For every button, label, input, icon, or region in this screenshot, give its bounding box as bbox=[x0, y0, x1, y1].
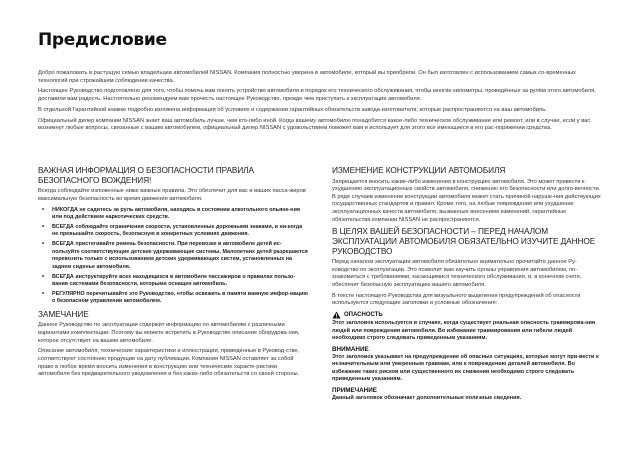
bullet-icon: • bbox=[42, 273, 45, 280]
list-item bbox=[38, 224, 308, 239]
list-item-text: НИКОГДА не садитесь за руль автомобиля, находясь в состоянии алкогольного опьяне-ния или под действием наркотических средств. bbox=[52, 206, 301, 220]
read-manual-text: Перед началом эксплуатации автомобиля обязательно внимательно прочитайте данное Ру-ководство по эксплуатации. Это позволит вам изучить органы управления автомобилем, по-знакомиться с требованиями, касающимися технического обслуживания, и, в конечном счете, обеспечит безопасную эксплуатацию вашего автомобиля. bbox=[332, 259, 582, 288]
bullet-icon: • bbox=[42, 223, 45, 230]
bullet-icon: • bbox=[42, 241, 45, 248]
description-text: Описание автомобиля, технические характеристики и иллюстрации, приведенные в Руковод-стве, соответствуют состоянию продукции на дату публикации. Компания NISSAN оставляет за собой право в любое время вносить изменения в конструкцию или технические характе-ристики автомобиля без предварительного уведомления и без каких-либо обязательств со своей стороны. bbox=[38, 348, 300, 378]
safety-heading: ВАЖНАЯ ИНФОРМАЦИЯ О БЕЗОПАСНОСТИ ПРАВИЛА БЕЗОПАСНОГО ВОЖДЕНИЯ! bbox=[38, 165, 254, 185]
right-column bbox=[332, 163, 602, 404]
danger-text: Этот заголовок используется в случаях, когда существует реальная опасность травмирова-ния людей или повреждения автомобиля. Во избежание травмирования или гибели людей необходимо строго следовать приведенным указаниям. bbox=[332, 320, 596, 342]
caution-text: Этот заголовок указывает на предупреждение об опасных ситуациях, которые могут при-вести к незначительным или умеренным травмам, или к повреждению деталей автомобиля. Во избежание таких рисков или существенного их снижения необходимо строго следовать приведенным указаниям. bbox=[332, 353, 599, 383]
intro-paragraph: Настоящее Руководство подготовлено для того, чтобы помочь вам понять устройство автомобиля и порядок его технического обслуживания, чтобы многие километры, проведённые за рулём этого автомобиля, доставили вам радость. Настоятельно рекомендуем вам прочесть настоящее Руководство, прежде чем приступать к эксплуатации автомобиля. bbox=[38, 88, 596, 102]
list-item-text: РЕГУЛЯРНО перечитывайте это Руководство, чтобы освежить в памяти важную инфор-мацию о безопасном управлении автомобилем. bbox=[52, 291, 308, 305]
caution-label: ВНИМАНИЕ bbox=[332, 345, 369, 353]
warning-triangle-icon bbox=[332, 311, 341, 319]
note-label: ПРИМЕЧАНИЕ bbox=[332, 386, 377, 394]
danger-heading bbox=[332, 311, 602, 319]
symbols-intro-text: В тексте настоящего Руководства для визуального выделения предупреждений об опасности используются следующие заголовки и условные обозначения: bbox=[332, 292, 581, 307]
list-item bbox=[38, 241, 308, 271]
danger-label: ОПАСНОСТЬ bbox=[344, 312, 383, 319]
safety-intro: Всегда соблюдайте изложенные ниже важные правила. Это обеспечит для вас и ваших пасса-жиров максимальную безопасность во время движения автомобиля. bbox=[38, 188, 306, 202]
list-item bbox=[38, 291, 308, 306]
list-item-text: ВСЕГДА соблюдайте ограничения скорости, установленные дорожными знаками, и ни-когда не превышайте скорость, безопасную в конкретных условиях движения. bbox=[52, 223, 303, 238]
modification-heading: ИЗМЕНЕНИЕ КОНСТРУКЦИИ АВТОМОБИЛЯ bbox=[332, 165, 506, 175]
bullet-icon: • bbox=[42, 291, 45, 297]
list-item-text: ВСЕГДА пристегивайте ремень безопасности. При перевозке в автомобиле детей ис-пользуйте соответствующие детские удерживающие системы. Малолетних детей разрешается перевозить только с использованием детских удерживающих систем, установленных на заднем сиденье автомобиля. bbox=[52, 241, 308, 270]
list-item-text: ВСЕГДА инструктируйте всех находящихся в автомобиле пассажиров о правилах пользо-вания системами безопасности, которыми оснащен автомобиль. bbox=[52, 273, 296, 287]
intro-section bbox=[38, 70, 600, 136]
bullet-icon: • bbox=[42, 206, 45, 213]
intro-paragraph: В отдельной Гарантийной книжке подробно изложена информация об условиях и содержании гарантийных обязательств завода-изготовителя, которые распространяются на ваш автомобиль. bbox=[38, 106, 547, 113]
left-column bbox=[38, 163, 308, 382]
list-item bbox=[38, 207, 308, 222]
note-text: Данный заголовок обозначает дополнительные полезные сведения. bbox=[332, 394, 522, 401]
safety-rules-list bbox=[38, 207, 308, 306]
intro-paragraph: Добро пожаловать в растущую семью владельцев автомобилей NISSAN. Компания полностью уверена в автомобиле, который вы приобрели. Он был изготовлен с использованием самых со-временных технологий при строжайшем соблюдении качества. bbox=[38, 70, 576, 84]
remark-heading: ЗАМЕЧАНИЕ bbox=[38, 308, 89, 319]
page-title: Предисловие bbox=[38, 30, 167, 50]
remark-text: Данное Руководство по эксплуатации содержит информацию по автомобилям с различными вариантами комплектации. Поэтому вы можете встретить в Руководстве описание оборудова-ния, которое отсутствует на вашем автомобиле. bbox=[38, 322, 300, 344]
modification-text: Запрещается вносить какие-либо изменения в конструкцию автомобиля. Это может привести к ухудшению эксплуатационных свойств автомобиля, снижению его безопасности или долго-вечности. В ряде случаев изменение конструкции автомобиля может стать причиной наруше-ния действующих государственных стандартов и правил. Кроме того, на любые повреждения или ухудшение эксплуатационных качеств автомобиля, вызванные внесением изменений, гарантийные обязательства компании NISSAN не распространяются. bbox=[332, 178, 601, 223]
list-item bbox=[38, 274, 308, 289]
read-manual-heading: В ЦЕЛЯХ ВАШЕЙ БЕЗОПАСНОСТИ – ПЕРЕД НАЧАЛОМ ЭКСПЛУАТАЦИИ АВТОМОБИЛЯ ОБЯЗАТЕЛЬНО ИЗУЧИТЕ ДАННОЕ РУКОВОДСТВО bbox=[332, 226, 596, 256]
intro-paragraph: Официальный дилер компании NISSAN знает ваш автомобиль лучше, чем кто-либо иной. Когда вашему автомобилю понадобится какое-либо техническое обслуживание или ремонт, или в случае, если у вас возникнут любые вопросы, связанные с вашим автомобилем, официальный дилер NISSAN с удовольствием поможет вам и использует для этого все имеющиеся в его рас-поряжении средства. bbox=[38, 117, 591, 132]
